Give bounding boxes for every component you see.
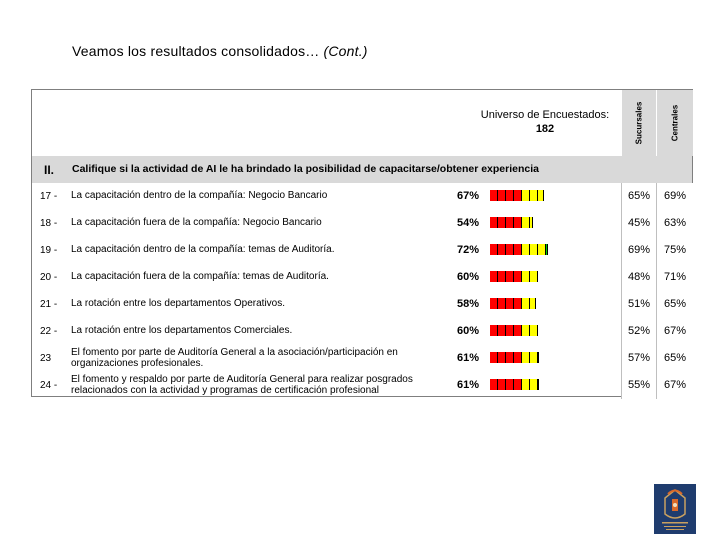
score-bar-segment [514, 352, 522, 363]
score-bar-segment [506, 325, 514, 336]
section-header [32, 156, 692, 183]
score-bar-segment [514, 325, 522, 336]
row-number: 19 - [40, 245, 58, 256]
score-bar-segment [498, 190, 506, 201]
score-bar-segment [514, 244, 522, 255]
row-overall-percent: 58% [457, 298, 480, 310]
table-row [32, 291, 692, 318]
score-bar-segment [546, 244, 548, 255]
score-bar-segment [498, 298, 506, 309]
score-bar-segment [522, 244, 530, 255]
universe-count: 182 [535, 123, 555, 135]
row-sucursales-percent: 52% [621, 318, 656, 345]
row-sucursales-percent: 69% [621, 237, 656, 264]
score-bar-segment [514, 379, 522, 390]
column-header-sucursales-label: Sucursales [634, 101, 644, 145]
table-row [32, 318, 692, 345]
row-centrales-percent: 63% [656, 210, 693, 237]
score-bar-segment [506, 190, 514, 201]
row-description: La rotación entre los departamentos Operativos. [71, 298, 286, 309]
score-bar-segment [506, 217, 514, 228]
row-overall-percent: 54% [457, 217, 480, 229]
score-bar-segment [538, 190, 544, 201]
row-number: 17 - [40, 191, 58, 202]
score-bar-segment [522, 190, 530, 201]
score-bar-segment [490, 190, 498, 201]
column-header-centrales-label: Centrales [670, 104, 680, 142]
universe-info [450, 108, 640, 136]
score-bar-segment [490, 244, 498, 255]
score-bar-segment [530, 244, 538, 255]
score-bar-segment [506, 379, 514, 390]
table-row [32, 183, 692, 210]
survey-results-table [31, 89, 693, 397]
row-centrales-percent: 65% [656, 345, 693, 372]
score-bar-segment [506, 352, 514, 363]
row-centrales-percent: 65% [656, 291, 693, 318]
table-row [32, 372, 692, 399]
score-bar-segment [506, 244, 514, 255]
row-score-bar [490, 379, 590, 390]
table-row [32, 210, 692, 237]
score-bar-segment [514, 217, 522, 228]
score-bar-segment [490, 352, 498, 363]
score-bar-segment [498, 352, 506, 363]
row-score-bar [490, 217, 590, 228]
row-score-bar [490, 271, 590, 282]
score-bar-segment [514, 271, 522, 282]
row-description: El fomento por parte de Auditoría General a la asociación/participación en organizaciones profesionales. [71, 347, 398, 369]
row-score-bar [490, 190, 590, 201]
score-bar-segment [506, 271, 514, 282]
score-bar-segment [530, 298, 536, 309]
table-row [32, 345, 692, 372]
row-description: El fomento y respaldo por parte de Auditoría General para realizar posgrados relacionados con la actividad y programas de certificación profesional [71, 374, 413, 396]
row-overall-percent: 72% [457, 244, 480, 256]
score-bar-segment [490, 271, 498, 282]
table-header [32, 90, 692, 156]
score-bar-segment [490, 325, 498, 336]
score-bar-segment [514, 190, 522, 201]
score-bar-segment [498, 325, 506, 336]
row-sucursales-percent: 48% [621, 264, 656, 291]
row-sucursales-percent: 51% [621, 291, 656, 318]
score-bar-segment [530, 217, 533, 228]
row-score-bar [490, 352, 590, 363]
row-score-bar [490, 244, 590, 255]
score-bar-segment [522, 271, 530, 282]
score-bar-segment [498, 379, 506, 390]
table-row [32, 264, 692, 291]
row-number: 18 - [40, 218, 58, 229]
score-bar-segment [538, 379, 539, 390]
score-bar-segment [498, 271, 506, 282]
score-bar-segment [522, 325, 530, 336]
row-sucursales-percent: 65% [621, 183, 656, 210]
score-bar-segment [522, 217, 530, 228]
row-centrales-percent: 69% [656, 183, 693, 210]
universe-label: Universo de Encuestados: [480, 109, 610, 121]
score-bar-segment [490, 379, 498, 390]
row-number: 22 - [40, 326, 58, 337]
row-overall-percent: 61% [457, 379, 480, 391]
row-sucursales-percent: 57% [621, 345, 656, 372]
row-score-bar [490, 325, 590, 336]
score-bar-segment [506, 298, 514, 309]
row-description: La capacitación fuera de la compañía: temas de Auditoría. [71, 271, 329, 282]
score-bar-segment [538, 244, 546, 255]
section-number: II. [44, 163, 55, 177]
score-bar-segment [498, 244, 506, 255]
row-centrales-percent: 67% [656, 318, 693, 345]
score-bar-segment [538, 352, 539, 363]
row-centrales-percent: 67% [656, 372, 693, 399]
score-bar-segment [522, 379, 530, 390]
row-sucursales-percent: 55% [621, 372, 656, 399]
score-bar-segment [522, 352, 530, 363]
row-centrales-percent: 71% [656, 264, 693, 291]
row-centrales-percent: 75% [656, 237, 693, 264]
row-overall-percent: 60% [457, 271, 480, 283]
section-question: Califique si la actividad de AI le ha brindado la posibilidad de capacitarse/obtener experiencia [72, 163, 540, 175]
column-header-sucursales [621, 90, 656, 156]
column-header-centrales [656, 90, 693, 156]
score-bar-segment [514, 298, 522, 309]
score-bar-segment [530, 190, 538, 201]
row-description: La capacitación fuera de la compañía: Negocio Bancario [71, 217, 322, 228]
row-description: La capacitación dentro de la compañía: Negocio Bancario [71, 190, 328, 201]
row-score-bar [490, 298, 590, 309]
score-bar-segment [530, 271, 538, 282]
row-overall-percent: 67% [457, 190, 480, 202]
row-number: 20 - [40, 272, 58, 283]
row-description: La capacitación dentro de la compañía: temas de Auditoría. [71, 244, 335, 255]
row-overall-percent: 60% [457, 325, 480, 337]
score-bar-segment [498, 217, 506, 228]
row-description: La rotación entre los departamentos Comerciales. [71, 325, 293, 336]
row-overall-percent: 61% [457, 352, 480, 364]
score-bar-segment [490, 217, 498, 228]
slide-title [72, 43, 368, 59]
row-number: 24 - [40, 380, 58, 391]
score-bar-segment [530, 352, 538, 363]
score-bar-segment [490, 298, 498, 309]
slide-title-main: Veamos los resultados consolidados… [72, 43, 320, 59]
row-number: 21 - [40, 299, 58, 310]
slide-title-cont: (Cont.) [323, 43, 368, 59]
institution-crest-logo-icon [654, 484, 696, 534]
table-row [32, 237, 692, 264]
score-bar-segment [522, 298, 530, 309]
result-rows [32, 183, 692, 399]
row-sucursales-percent: 45% [621, 210, 656, 237]
row-number: 23 [40, 353, 52, 364]
score-bar-segment [530, 325, 538, 336]
score-bar-segment [530, 379, 538, 390]
